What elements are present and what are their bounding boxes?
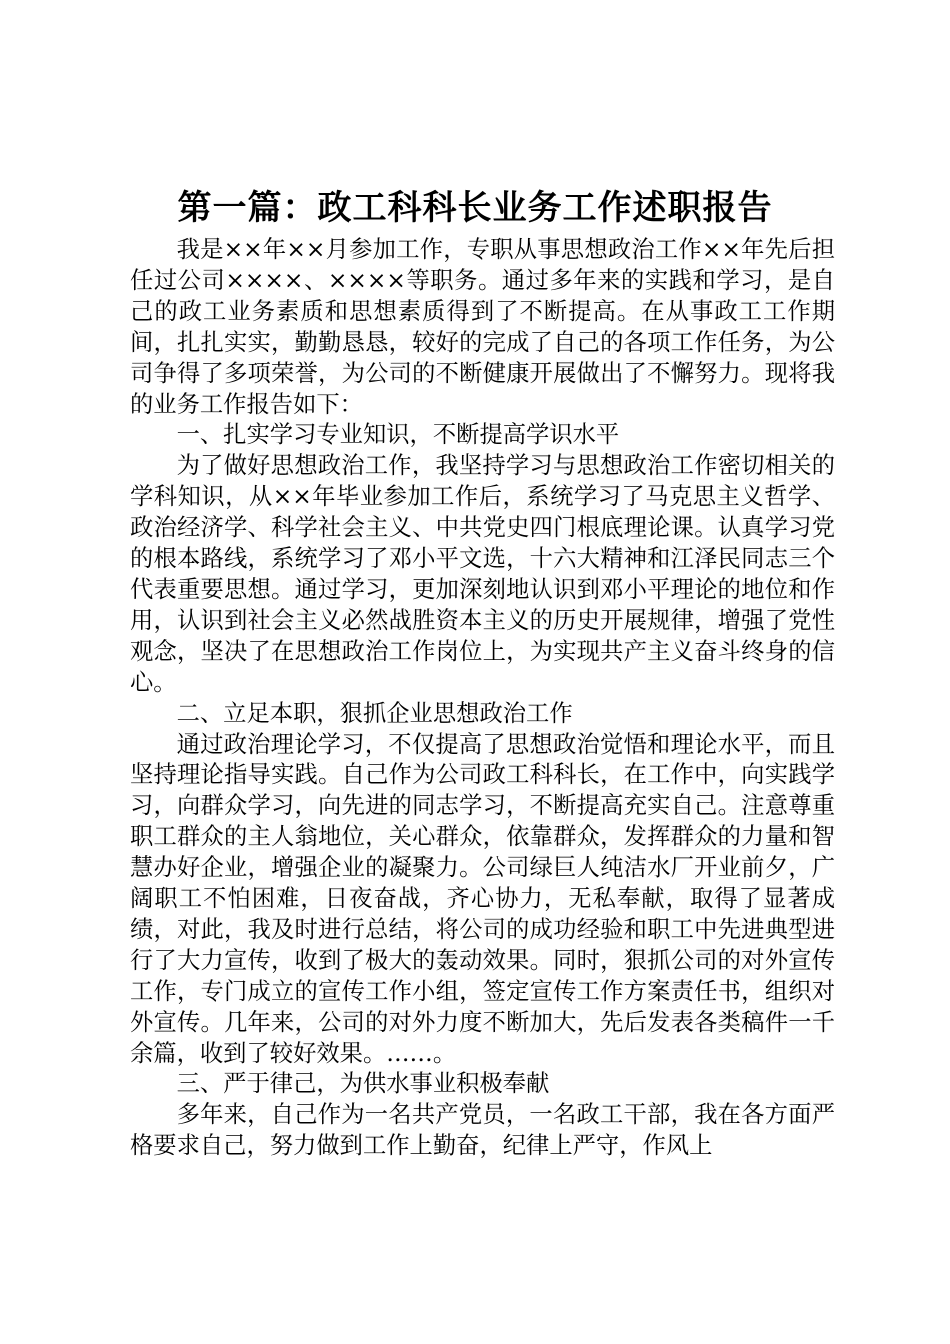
section-3-paragraph: 多年来，自己作为一名共产党员，一名政工干部，我在各方面严格要求自己，努力做到工作上勤奋，纪律上严守，作风上 bbox=[130, 1101, 835, 1160]
document-title: 第一篇：政工科科长业务工作述职报告 bbox=[177, 188, 773, 228]
section-heading-1: 一、扎实学习专业知识，不断提高学识水平 bbox=[176, 421, 620, 449]
section-heading-2: 二、立足本职，狠抓企业思想政治工作 bbox=[176, 699, 573, 727]
intro-paragraph: 我是××年××月参加工作，专职从事思想政治工作××年先后担任过公司××××、××××等职务。通过多年来的实践和学习，是自己的政工业务素质和思想素质得到了不断提高。在从事政工工作期间，扎扎实实，勤勤恳恳，较好的完成了自己的各项工作任务，为公司争得了多项荣誉，为公司的不断健康开展做出了不懈努力。现将我的业务工作报告如下： bbox=[130, 236, 835, 418]
section-1-paragraph: 为了做好思想政治工作，我坚持学习与思想政治工作密切相关的学科知识，从××年毕业参加工作后，系统学习了马克思主义哲学、政治经济学、科学社会主义、中共党史四门根底理论课。认真学习党的根本路线，系统学习了邓小平文选，十六大精神和江泽民同志三个代表重要思想。通过学习，更加深刻地认识到邓小平理论的地位和作用，认识到社会主义必然战胜资本主义的历史开展规律，增强了党性观念，坚决了在思想政治工作岗位上，为实现共产主义奋斗终身的信心。 bbox=[130, 452, 835, 696]
section-heading-3: 三、严于律己，为供水事业积极奉献 bbox=[176, 1070, 550, 1098]
section-2-paragraph: 通过政治理论学习，不仅提高了思想政治觉悟和理论水平，而且坚持理论指导实践。自己作为公司政工科科长，在工作中，向实践学习，向群众学习，向先进的同志学习，不断提高充实自己。注意尊重职工群众的主人翁地位，关心群众，依靠群众，发挥群众的力量和智慧办好企业，增强企业的凝聚力。公司绿巨人纯洁水厂开业前夕，广阔职工不怕困难，日夜奋战，齐心协力，无私奉献，取得了显著成绩，对此，我及时进行总结，将公司的成功经验和职工中先进典型进行了大力宣传，收到了极大的轰动效果。同时，狠抓公司的对外宣传工作，专门成立的宣传工作小组，签定宣传工作方案责任书，组织对外宣传。几年来，公司的对外力度不断加大，先后发表各类稿件一千余篇，收到了较好效果。……。 bbox=[130, 730, 835, 1067]
document-body bbox=[130, 235, 835, 1162]
